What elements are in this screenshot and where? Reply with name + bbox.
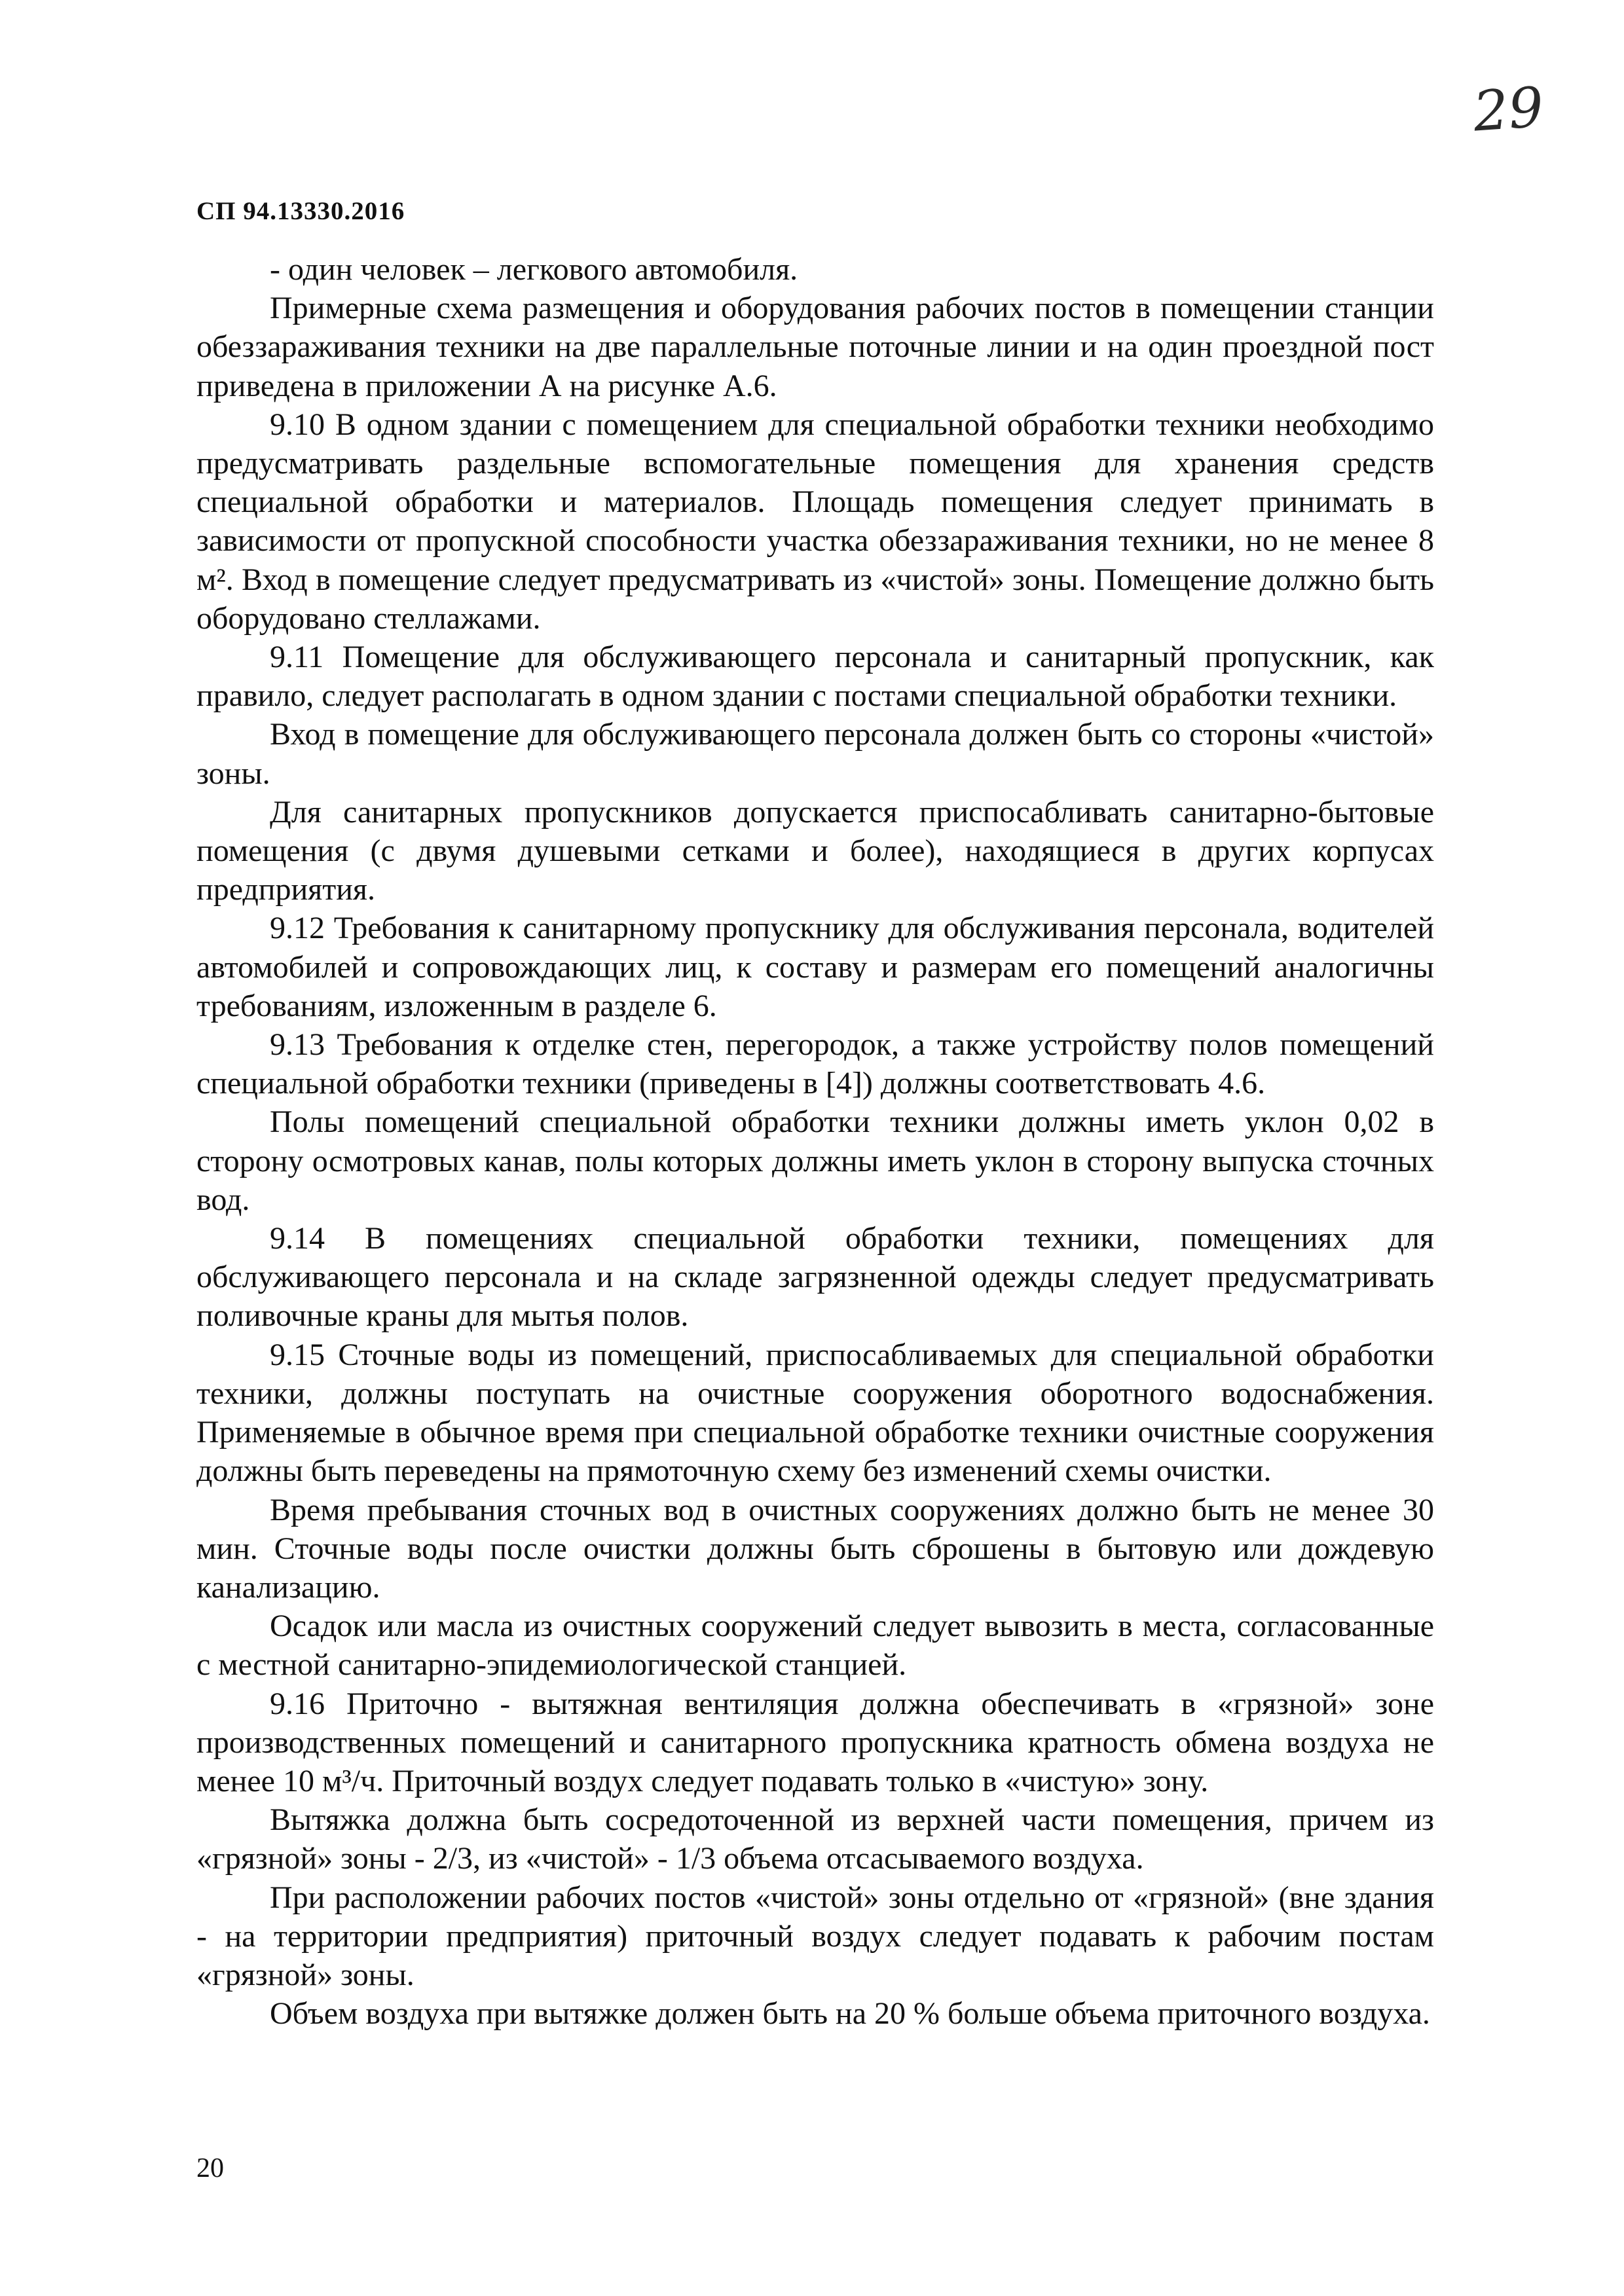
paragraph-supply-air-posts: При расположении рабочих постов «чистой» зоны отдельно от «грязной» (вне здания - на территории предприятия) приточный воздух следует подавать к рабочим постам «грязной» зоны. xyxy=(196,1880,1434,1992)
handwritten-page-mark: 29 xyxy=(1471,75,1546,144)
paragraph-9-11: 9.11 Помещение для обслуживающего персонала и санитарный пропускник, как правило, следует располагать в одном здании с постами специальной обработки техники. xyxy=(196,640,1434,714)
document-code-header: СП 94.13330.2016 xyxy=(196,197,405,225)
paragraph-floor-slope: Полы помещений специальной обработки техники должны иметь уклон 0,02 в сторону осмотровых канав, полы которых должны иметь уклон в сторону выпуска сточных вод. xyxy=(196,1104,1434,1217)
document-body xyxy=(196,250,1434,2033)
paragraph-9-12: 9.12 Требования к санитарному пропускнику для обслуживания персонала, водителей автомобилей и сопровождающих лиц, к составу и размерам его помещений аналогичны требованиям, изложенным в разделе 6. xyxy=(196,911,1434,1023)
paragraph-9-13: 9.13 Требования к отделке стен, перегородок, а также устройству полов помещений специальной обработки техники (приведены в [4]) должны соответствовать 4.6. xyxy=(196,1027,1434,1101)
paragraph-9-10: 9.10 В одном здании с помещением для специальной обработки техники необходимо предусматривать раздельные вспомогательные помещения для хранения средств специальной обработки и материалов. Площадь помещения следует принимать в зависимости от пропускной способности участка обеззараживания техники, но не менее 8 м². Вход в помещение следует предусматривать из «чистой» зоны. Помещение должно быть оборудовано стеллажами. xyxy=(196,407,1434,636)
paragraph-sanitary-checkpoints: Для санитарных пропускников допускается приспосабливать санитарно-бытовые помещения (с двумя душевыми сетками и более), находящиеся в других корпусах предприятия. xyxy=(196,794,1434,907)
paragraph-9-16: 9.16 Приточно - вытяжная вентиляция должна обеспечивать в «грязной» зоне производственных помещений и санитарного пропускника кратность обмена воздуха не менее 10 м³/ч. Приточный воздух следует подавать только в «чистую» зону. xyxy=(196,1686,1434,1798)
paragraph-wastewater-time: Время пребывания сточных вод в очистных сооружениях должно быть не менее 30 мин. Сточные воды после очистки должны быть сброшены в бытовую или дождевую канализацию. xyxy=(196,1492,1434,1605)
paragraph-exhaust-distribution: Вытяжка должна быть сосредоточенной из верхней части помещения, причем из «грязной» зоны - 2/3, из «чистой» - 1/3 объема отсасываемого воздуха. xyxy=(196,1802,1434,1876)
paragraph-9-15: 9.15 Сточные воды из помещений, приспосабливаемых для специальной обработки техники, должны поступать на очистные сооружения оборотного водоснабжения. Применяемые в обычное время при специальной обработке техники очистные сооружения должны быть переведены на прямоточную схему без изменений схемы очистки. xyxy=(196,1337,1434,1489)
paragraph-9-14: 9.14 В помещениях специальной обработки техники, помещениях для обслуживающего персонала и на складе загрязненной одежды следует предусматривать поливочные краны для мытья полов. xyxy=(196,1221,1434,1334)
paragraph-entrance-staff-room: Вход в помещение для обслуживающего персонала должен быть со стороны «чистой» зоны. xyxy=(196,717,1434,791)
paragraph-dash-item: - один человек – легкового автомобиля. xyxy=(270,252,798,287)
paragraph-exhaust-volume: Объем воздуха при вытяжке должен быть на 20 % больше объема приточного воздуха. xyxy=(270,1996,1430,2032)
paragraph-sediment-removal: Осадок или масла из очистных сооружений следует вывозить в места, согласованные с местной санитарно-эпидемиологической станцией. xyxy=(196,1609,1434,1683)
page-number: 20 xyxy=(196,2153,224,2183)
paragraph-scheme-reference: Примерные схема размещения и оборудования рабочих постов в помещении станции обеззараживания техники на две параллельные поточные линии и на один проездной пост приведена в приложении А на рисунке А.6. xyxy=(196,291,1434,403)
